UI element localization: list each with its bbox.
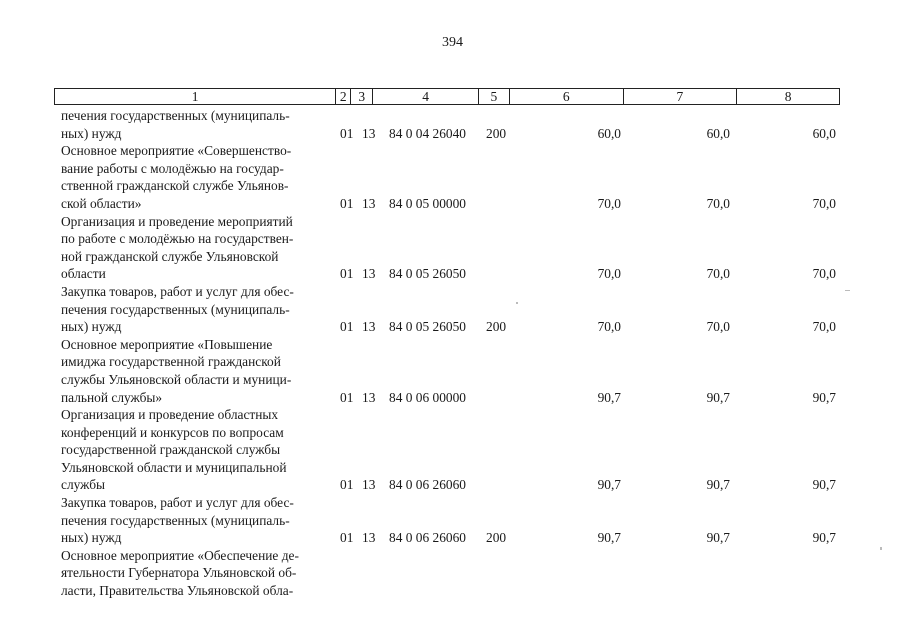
description-line: по работе с молодёжью на государствен- [61, 231, 294, 247]
target-article-code: 84 0 05 26050 [389, 319, 466, 335]
subsection-code: 13 [362, 477, 376, 493]
page-number: 394 [442, 35, 463, 50]
amount-year-2: 70,0 [706, 319, 730, 335]
column-header-5: 5 [479, 89, 510, 104]
scan-mark [516, 302, 518, 304]
row-description [61, 107, 332, 142]
subsection-code: 13 [362, 319, 376, 335]
description-line: Организация и проведение мероприятий [61, 213, 293, 229]
table-row [0, 107, 905, 142]
table-row [0, 213, 905, 283]
target-article-code: 84 0 06 26060 [389, 530, 466, 546]
description-line: Организация и проведение областных [61, 407, 279, 423]
target-article-code: 84 0 04 26040 [389, 125, 466, 141]
amount-year-2: 60,0 [706, 125, 730, 141]
amount-year-2: 70,0 [706, 266, 730, 282]
description-line: службы [61, 477, 106, 493]
scan-mark [880, 547, 882, 550]
description-line: ных) нужд [61, 530, 122, 546]
row-description [61, 547, 332, 600]
table-row [0, 142, 905, 212]
target-article-code: 84 0 05 26050 [389, 266, 466, 282]
amount-year-3: 90,7 [812, 530, 836, 546]
description-line: области [61, 266, 106, 282]
description-line: конференций и конкурсов по вопросам [61, 424, 284, 440]
subsection-code: 13 [362, 389, 376, 405]
description-line: ных) нужд [61, 319, 122, 335]
expense-type-code: 200 [486, 125, 507, 141]
amount-year-2: 90,7 [706, 389, 730, 405]
section-code: 01 [340, 266, 354, 282]
amount-year-3: 70,0 [812, 266, 836, 282]
table-row [0, 494, 905, 547]
description-line: печения государственных (муниципаль- [61, 108, 290, 123]
amount-year-2: 90,7 [706, 530, 730, 546]
scan-mark [845, 290, 850, 291]
column-header-4: 4 [373, 89, 479, 104]
column-header-6: 6 [510, 89, 624, 104]
amount-year-3: 90,7 [812, 389, 836, 405]
description-line: печения государственных (муниципаль- [61, 512, 290, 528]
description-line: Основное мероприятие «Совершенство- [61, 143, 292, 159]
table-column-header [54, 88, 840, 105]
target-article-code: 84 0 06 26060 [389, 477, 466, 493]
target-article-code: 84 0 06 00000 [389, 389, 466, 405]
section-code: 01 [340, 530, 354, 546]
subsection-code: 13 [362, 266, 376, 282]
table-row [0, 283, 905, 336]
column-header-2: 2 [336, 89, 351, 104]
expense-type-code: 200 [486, 319, 507, 335]
row-description [61, 142, 332, 212]
amount-year-1: 70,0 [597, 319, 621, 335]
amount-year-2: 70,0 [706, 195, 730, 211]
description-line: ской области» [61, 195, 142, 211]
table-row [0, 547, 905, 600]
column-header-7: 7 [624, 89, 738, 104]
subsection-code: 13 [362, 195, 376, 211]
section-code: 01 [340, 389, 354, 405]
table-row [0, 406, 905, 494]
amount-year-1: 90,7 [597, 530, 621, 546]
column-header-8: 8 [784, 89, 792, 104]
amount-year-3: 90,7 [812, 477, 836, 493]
description-line: пальной службы» [61, 389, 163, 405]
description-line: ятельности Губернатора Ульяновской об- [61, 565, 297, 581]
amount-year-1: 90,7 [597, 477, 621, 493]
description-line: вание работы с молодёжью на государ- [61, 160, 284, 176]
target-article-code: 84 0 05 00000 [389, 195, 466, 211]
description-line: Закупка товаров, работ и услуг для обес- [61, 283, 294, 299]
amount-year-1: 70,0 [597, 266, 621, 282]
section-code: 01 [340, 125, 354, 141]
expense-type-code: 200 [486, 530, 507, 546]
description-line: Закупка товаров, работ и услуг для обес- [61, 495, 294, 511]
description-line: имиджа государственной гражданской [61, 354, 281, 370]
amount-year-1: 70,0 [597, 195, 621, 211]
section-code: 01 [340, 195, 354, 211]
section-code: 01 [340, 477, 354, 493]
amount-year-3: 60,0 [812, 125, 836, 141]
row-description [61, 283, 332, 336]
table-row [0, 336, 905, 406]
amount-year-3: 70,0 [812, 319, 836, 335]
description-line: Основное мероприятие «Повышение [61, 336, 273, 352]
section-code: 01 [340, 319, 354, 335]
row-description [61, 336, 332, 406]
description-line: государственной гражданской службы [61, 442, 281, 458]
column-header-3: 3 [351, 89, 373, 104]
row-description [61, 494, 332, 547]
description-line: печения государственных (муниципаль- [61, 301, 290, 317]
description-line: ной гражданской службе Ульяновской [61, 248, 279, 264]
amount-year-1: 90,7 [597, 389, 621, 405]
amount-year-3: 70,0 [812, 195, 836, 211]
row-description [61, 213, 332, 283]
description-line: службы Ульяновской области и муници- [61, 371, 292, 387]
budget-table-body [0, 107, 905, 600]
description-line: Ульяновской области и муниципальной [61, 459, 287, 475]
row-description [61, 406, 332, 494]
amount-year-1: 60,0 [597, 125, 621, 141]
subsection-code: 13 [362, 530, 376, 546]
description-line: ственной гражданской службе Ульянов- [61, 178, 289, 194]
subsection-code: 13 [362, 125, 376, 141]
column-header-1: 1 [55, 89, 336, 104]
description-line: Основное мероприятие «Обеспечение де- [61, 547, 299, 563]
description-line: ных) нужд [61, 125, 122, 141]
description-line: ласти, Правительства Ульяновской обла- [61, 583, 294, 599]
amount-year-2: 90,7 [706, 477, 730, 493]
